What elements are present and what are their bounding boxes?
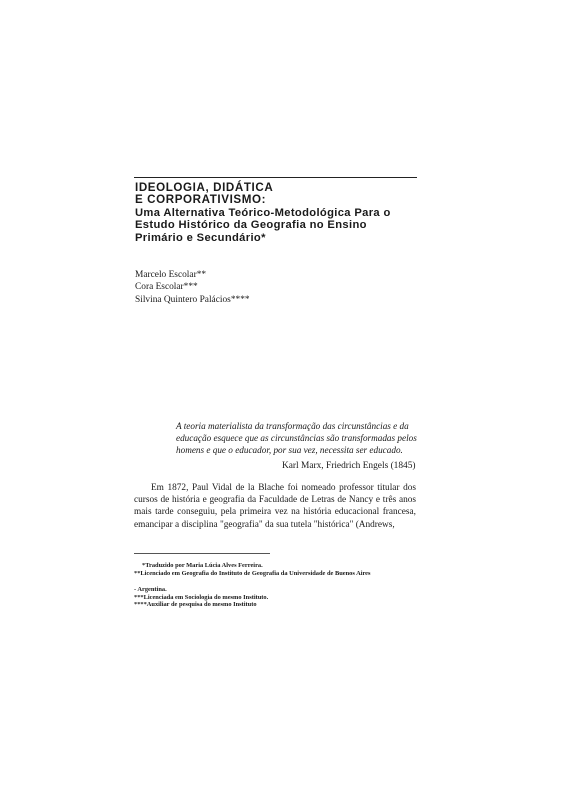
epigraph-attribution: Karl Marx, Friedrich Engels (1845)	[282, 461, 416, 471]
author-name: Marcelo Escolar**	[135, 270, 207, 280]
footnotes	[134, 562, 424, 609]
footnote-separator	[134, 553, 270, 554]
footnote: ***Licenciada em Sociologia do mesmo Instituto.	[134, 593, 269, 601]
author-list	[135, 269, 250, 306]
footnote: - Argentina.	[134, 586, 167, 594]
author-name: Cora Escolar***	[135, 282, 198, 293]
body-paragraph: Em 1872, Paul Vidal de la Blache foi nomeado professor titular dos cursos de história e geografia da Faculdade de Letras de Nancy e três anos mais tarde conseguiu, pela primeira vez na história educacional francesa, emancipar a disciplina "geografia" da sua tutela "histórica" (Andrews,	[134, 483, 416, 530]
epigraph-quote: A teoria materialista da transformação das circunstâncias e da educação esquece que as circunstâncias são transformadas pelos homens e que o educador, por sua vez, necessita ser educado.	[176, 421, 417, 455]
article-title	[135, 182, 425, 244]
title-top-rule	[134, 177, 417, 178]
footnote: **Licenciado em Geografia do Instituto de Geografia da Universidade de Buenos Aires	[134, 569, 371, 577]
footnote: ****Auxiliar de pesquisa do mesmo Instituto	[134, 601, 257, 609]
subtitle-line: Uma Alternativa Teórico-Metodológica Para o	[135, 206, 391, 219]
footnote: *Traduzido por Maria Lúcia Alves Ferreira.	[142, 562, 263, 569]
title-line: E CORPORATIVISMO:	[135, 193, 267, 207]
subtitle-line: Estudo Histórico da Geografia no Ensino	[135, 219, 367, 232]
subtitle-line: Primário e Secundário*	[135, 231, 266, 244]
title-line: IDEOLOGIA, DIDÁTICA	[135, 181, 274, 194]
author-name: Silvina Quintero Palácios****	[135, 294, 250, 305]
